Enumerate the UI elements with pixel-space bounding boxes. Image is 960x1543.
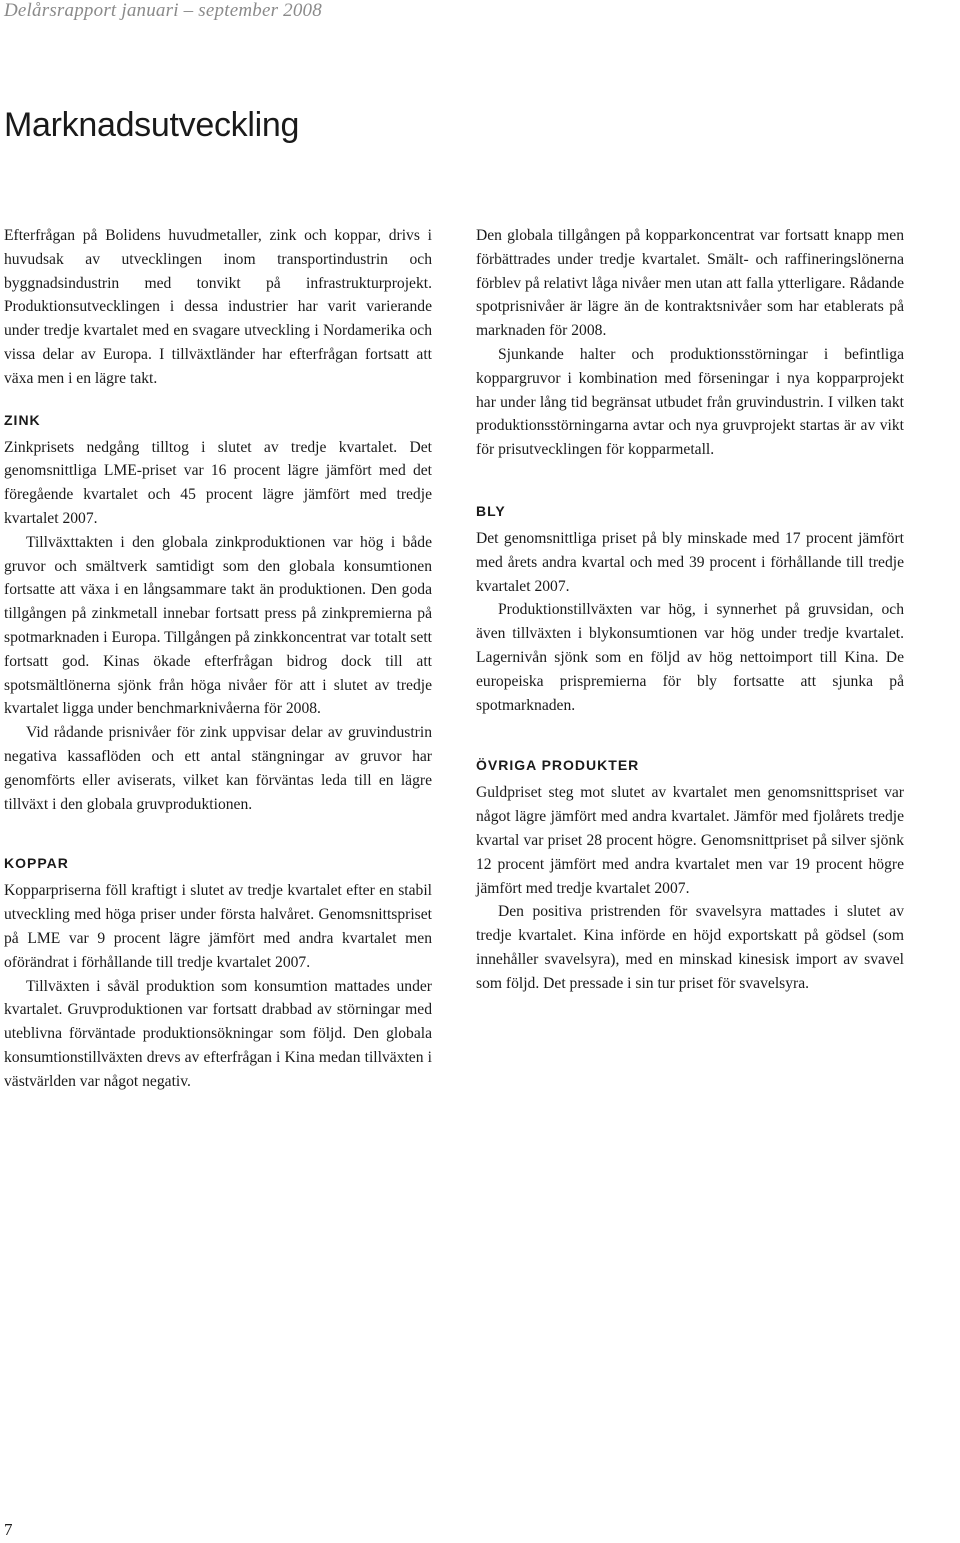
right-column (476, 224, 904, 996)
zink-paragraph: Tillväxttakten i den globala zinkproduktionen var hög i både gruvor och smältverk samtidigt som den globala konsumtionen fortsatte att växa i en långsammare takt än produktionen. Den goda tillgången på zinkmetall innebar fortsatt press på zinkpremierna på spotmarknaden i Europa. Tillgången på zinkkoncentrat var totalt sett fortsatt god. Kinas ökade efterfrågan bidrog dock till att spotsmältlönerna sjönk från höga nivåer för att i slutet av tredje kvartalet ligga under benchmarknivåerna för 2008. (4, 533, 432, 718)
ovriga-produkter-heading: ÖVRIGA PRODUKTER (476, 757, 640, 774)
koppar-continued-paragraph: Den globala tillgången på kopparkoncentrat var fortsatt knapp men förbättrades under tredje kvartalet. Smält- och raffineringslönerna förblev på relativt låga nivåer men utan att falla ytterligare. Rådande spotprisnivåer är lägre än de kontraktsnivåer som har etablerats på marknaden för 2008. (476, 227, 904, 340)
koppar-heading: KOPPAR (4, 855, 69, 872)
page-title: Marknadsutveckling (4, 106, 300, 144)
left-column (4, 224, 432, 1094)
bly-paragraph: Produktionstillväxten var hög, i synnerhet på gruvsidan, och även tillväxten i blykonsumtionen var hög under tredje kvartalet. Lagernivån sjönk som en följd av hög nettoimport till Kina. De europeiska prispremierna för bly fortsatte att sjunka på spotmarknaden. (476, 601, 904, 714)
zink-paragraph: Vid rådande prisnivåer för zink uppvisar delar av gruvindustrin negativa kassaflöden och ett antal stängningar av gruvor har genomförts eller aviserats, vilket kan förväntas leda till en lägre tillväxt i den globala gruvproduktionen. (4, 724, 432, 813)
koppar-paragraph: Tillväxten i såväl produktion som konsumtion mattades under kvartalet. Gruvproduktionen var fortsatt drabbad av störningar med uteblivna förväntade produktionsökningar som följd. Den globala konsumtionstillväxten drevs av efterfrågan i Kina medan tillväxten i västvärlden var något negativ. (4, 977, 432, 1090)
zink-paragraph: Zinkprisets nedgång tilltog i slutet av tredje kvartalet. Det genomsnittliga LME-priset var 16 procent lägre jämfört med det föregående kvartalet och 45 procent lägre jämfört med tredje kvartalet 2007. (4, 438, 432, 527)
bly-heading: BLY (476, 502, 506, 519)
koppar-paragraph: Kopparpriserna föll kraftigt i slutet av tredje kvartalet efter en stabil utveckling med höga priser under första halvåret. Genomsnittspriset på LME var 9 procent lägre jämfört med andra kvartalet men oförändrat i förhållande till tredje kvartalet 2007. (4, 882, 432, 971)
running-header: Delårsrapport januari – september 2008 (4, 0, 322, 21)
ovriga-paragraph: Den positiva pristrenden för svavelsyra mattades i slutet av tredje kvartalet. Kina införde en höjd exportskatt på gödsel (som innehåller svavelsyra), med en minskad kinesisk import av svavel som följd. Det pressade i sin tur priset för svavelsyra. (476, 903, 904, 992)
zink-heading: ZINK (4, 411, 41, 428)
bly-paragraph: Det genomsnittliga priset på bly minskade med 17 procent jämfört med årets andra kvartal och med 39 procent i förhållande till tredje kvartalet 2007. (476, 529, 904, 595)
page-number: 7 (4, 1520, 13, 1539)
intro-paragraph: Efterfrågan på Bolidens huvudmetaller, zink och koppar, drivs i huvudsak av utvecklingen inom transportindustrin och byggnadsindustrin med tonvikt på infrastrukturprojekt. Produktionsutvecklingen i dessa industrier har varit varierande under tredje kvartalet med en svagare utveckling i Nordamerika och vissa delar av Europa. I tillväxtländer har efterfrågan fortsatt att växa men i en lägre takt. (4, 227, 432, 387)
koppar-continued-paragraph: Sjunkande halter och produktionsstörningar i befintliga koppargruvor i kombination med förseningar i nya kopparprojekt har under lång tid begränsat utbudet från gruvindustrin. I vilken takt produktionsstörningarna avtar och nya gruvprojekt startas är av vikt för prisutvecklingen för kopparmetall. (476, 345, 904, 459)
ovriga-paragraph: Guldpriset steg mot slutet av kvartalet men genomsnittspriset var något lägre jämfört med andra kvartalet. Jämför med fjolårets tredje kvartal var priset 28 procent högre. Genomsnittpriset på silver sjönk 12 procent jämfört med andra kvartalet men var 19 procent högre jämfört med tredje kvartalet 2007. (476, 784, 904, 897)
